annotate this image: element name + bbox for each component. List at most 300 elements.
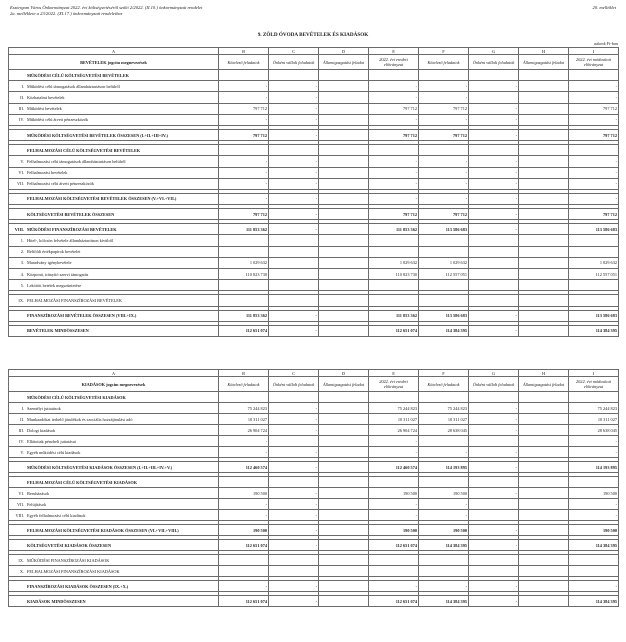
value-cell: 112 460 574 (219, 462, 269, 473)
value-cell: 797 712 (419, 209, 469, 220)
value-cell (569, 477, 619, 488)
value-cell: - (419, 114, 469, 125)
value-cell: - (219, 92, 269, 103)
value-cell (519, 129, 569, 140)
column-header: Kötelező feladatok (419, 55, 469, 70)
value-cell (319, 425, 369, 436)
row-name: Működési célú támogatások államháztartáson belülről (27, 83, 120, 89)
table-row (9, 81, 619, 92)
value-cell: - (419, 447, 469, 458)
value-cell (519, 447, 569, 458)
value-cell: - (469, 540, 519, 551)
row-code: VIII. (14, 226, 24, 232)
value-cell: - (269, 525, 319, 536)
value-cell: 190 500 (419, 525, 469, 536)
value-cell (569, 392, 619, 403)
value-cell: - (469, 403, 519, 414)
row-code: I. (21, 83, 24, 89)
value-cell: - (369, 447, 419, 458)
value-cell: 112 651 074 (219, 596, 269, 607)
row-name: Hitel-, kölcsön felvétele államháztartáson kívülről (27, 238, 114, 244)
table-row (9, 114, 619, 125)
value-cell (369, 566, 419, 577)
column-header: Önként vállalt feladatok (469, 55, 519, 70)
column-header: Önként vállalt feladatok (469, 377, 519, 392)
value-cell (519, 325, 569, 336)
value-cell (469, 235, 519, 246)
value-cell: - (469, 325, 519, 336)
row-name: FELHALMOZÁSI CÉLÚ KÖLTSÉGVETÉSI BEVÉTELEK (27, 147, 141, 153)
value-cell (519, 403, 569, 414)
column-letter: I (569, 48, 619, 55)
row-code: IV. (18, 438, 24, 444)
column-letters-row (9, 48, 619, 55)
value-cell (419, 235, 469, 246)
value-cell (469, 269, 519, 280)
value-cell (319, 325, 369, 336)
value-cell (569, 566, 619, 577)
row-name: BEVÉTELEK MINDÖSSZESEN (27, 328, 89, 334)
row-code: X. (19, 568, 24, 574)
column-header: 2022. évi módosított előirányzat (569, 377, 619, 392)
value-cell: - (369, 156, 419, 167)
value-cell (319, 510, 369, 521)
revenue-table (8, 47, 619, 337)
section-row (9, 392, 619, 403)
value-cell (319, 436, 369, 447)
value-cell (319, 246, 369, 257)
value-cell (519, 178, 569, 189)
value-cell: - (269, 325, 319, 336)
row-label (9, 103, 219, 114)
value-cell: 110 823 730 (219, 269, 269, 280)
value-cell: - (469, 156, 519, 167)
row-label (9, 414, 219, 425)
column-header: Kötelező feladatok (219, 377, 269, 392)
value-cell (269, 477, 319, 488)
value-cell (219, 477, 269, 488)
column-letter: G (469, 370, 519, 377)
table-row (9, 436, 619, 447)
value-cell: 797 712 (219, 209, 269, 220)
row-name: Munkaadókat terhelő járulékok és szociális hozzájárulási adó (27, 416, 133, 422)
value-cell (519, 92, 569, 103)
column-header: Önként vállalt feladatok (269, 377, 319, 392)
value-cell (319, 114, 369, 125)
value-cell: 190 500 (369, 488, 419, 499)
value-cell (369, 280, 419, 291)
value-cell: 797 712 (419, 129, 469, 140)
value-cell: - (269, 114, 319, 125)
row-code: 5. (20, 282, 24, 288)
table-row (9, 566, 619, 577)
row-label (9, 310, 219, 321)
table-row (9, 246, 619, 257)
value-cell: - (469, 224, 519, 235)
row-name: MŰKÖDÉSI CÉLÚ KÖLTSÉGVETÉSI KIADÁSOK (27, 394, 126, 400)
value-cell: 112 651 074 (369, 325, 419, 336)
value-cell: 1 029 632 (569, 257, 619, 268)
row-label (9, 156, 219, 167)
value-cell: 797 712 (369, 129, 419, 140)
row-code: IX. (18, 557, 24, 563)
value-cell (319, 224, 369, 235)
value-cell: - (269, 510, 319, 521)
table-row (9, 295, 619, 306)
value-cell (219, 235, 269, 246)
value-cell: 797 712 (219, 129, 269, 140)
value-cell: - (269, 488, 319, 499)
value-cell (469, 145, 519, 156)
value-cell: - (469, 425, 519, 436)
value-cell (519, 477, 569, 488)
value-cell (369, 235, 419, 246)
value-cell (319, 269, 369, 280)
value-cell: 190 500 (569, 525, 619, 536)
table-row (9, 447, 619, 458)
row-name: FELHALMOZÁSI FINANSZÍROZÁSI BEVÉTELEK (27, 297, 123, 303)
row-label (9, 178, 219, 189)
value-cell (319, 581, 369, 592)
value-cell (519, 310, 569, 321)
value-cell (469, 499, 519, 510)
table-row (9, 403, 619, 414)
column-header: Kötelező feladatok (419, 377, 469, 392)
value-cell (519, 167, 569, 178)
table-row (9, 257, 619, 268)
value-cell: 114 384 395 (569, 540, 619, 551)
value-cell (519, 525, 569, 536)
value-cell (519, 462, 569, 473)
value-cell: - (219, 447, 269, 458)
value-cell: - (369, 581, 419, 592)
value-cell (319, 295, 369, 306)
value-cell: - (219, 510, 269, 521)
value-cell: - (419, 581, 469, 592)
value-cell (569, 145, 619, 156)
row-label (9, 488, 219, 499)
value-cell: - (369, 193, 419, 204)
column-header: Államigazgatási feladat (519, 377, 569, 392)
value-cell (369, 392, 419, 403)
value-cell: - (269, 499, 319, 510)
row-name: MŰKÖDÉSI FINANSZÍROZÁSI KIADÁSOK (27, 557, 110, 563)
total-row (9, 462, 619, 473)
table-row (9, 280, 619, 291)
value-cell: - (369, 92, 419, 103)
value-cell: - (469, 310, 519, 321)
column-header: BEVÉTELEK jogcím megnevezések (9, 55, 219, 70)
value-cell (419, 70, 469, 81)
row-name: KÖLTSÉGVETÉSI KIADÁSOK ÖSSZESEN (27, 542, 112, 548)
value-cell: - (469, 447, 519, 458)
value-cell (519, 81, 569, 92)
value-cell (469, 257, 519, 268)
row-label (9, 596, 219, 607)
value-cell: - (269, 103, 319, 114)
value-cell (419, 566, 469, 577)
value-cell: 797 712 (569, 209, 619, 220)
value-cell: - (419, 167, 469, 178)
value-cell: 28 638 045 (419, 425, 469, 436)
row-label (9, 510, 219, 521)
row-name: Egyéb működési célú kiadások (27, 449, 81, 455)
value-cell: 75 244 823 (369, 403, 419, 414)
table-row (9, 167, 619, 178)
value-cell: - (469, 129, 519, 140)
row-code: III. (18, 106, 24, 112)
row-name: Közhatalmi bevételek (27, 94, 65, 100)
value-cell (419, 145, 469, 156)
value-cell: - (469, 414, 519, 425)
value-cell: - (469, 178, 519, 189)
row-code: 4. (20, 271, 24, 277)
value-cell (469, 392, 519, 403)
value-cell (469, 477, 519, 488)
value-cell: - (369, 81, 419, 92)
value-cell: 1 029 632 (219, 257, 269, 268)
value-cell: - (369, 167, 419, 178)
total-row (9, 596, 619, 607)
value-cell: - (419, 193, 469, 204)
value-cell (519, 145, 569, 156)
value-cell: 112 460 574 (369, 462, 419, 473)
value-cell: - (469, 209, 519, 220)
value-cell (419, 436, 469, 447)
value-cell: - (419, 81, 469, 92)
row-name: KIADÁSOK MINDÖSSZESEN (27, 598, 86, 604)
column-headers-row (9, 377, 619, 392)
row-name: FELHALMOZÁSI CÉLÚ KÖLTSÉGVETÉSI KIADÁSOK (27, 479, 138, 485)
value-cell: 112 651 074 (219, 540, 269, 551)
row-label (9, 566, 219, 577)
column-header: Önként vállalt feladatok (269, 55, 319, 70)
section-row (9, 477, 619, 488)
value-cell (519, 488, 569, 499)
value-cell: - (219, 167, 269, 178)
value-cell (319, 566, 369, 577)
value-cell: 114 193 895 (419, 462, 469, 473)
value-cell: 797 712 (569, 129, 619, 140)
value-cell (519, 224, 569, 235)
value-cell: 113 586 683 (419, 310, 469, 321)
value-cell (269, 145, 319, 156)
table-row (9, 499, 619, 510)
value-cell (219, 70, 269, 81)
table-row (9, 156, 619, 167)
row-name: Személyi juttatások (27, 405, 61, 411)
unit-label: adatok Ft-ban (594, 41, 618, 46)
value-cell: 113 586 683 (569, 310, 619, 321)
value-cell: - (269, 209, 319, 220)
value-cell: - (469, 581, 519, 592)
row-name: FELHALMOZÁSI KÖLTSÉGVETÉSI KIADÁSOK ÖSSZESEN (VI.+VII.+VIII.) (27, 527, 179, 533)
value-cell: - (219, 114, 269, 125)
column-letter: B (219, 370, 269, 377)
total-row (9, 129, 619, 140)
row-name: Felhalmozási célú átvett pénzeszközök (27, 181, 94, 187)
value-cell: - (419, 156, 469, 167)
value-cell (219, 280, 269, 291)
section-row (9, 145, 619, 156)
row-code: VIII. (15, 512, 24, 518)
value-cell: 10 311 027 (369, 414, 419, 425)
value-cell: - (469, 81, 519, 92)
total-row (9, 581, 619, 592)
value-cell: - (219, 156, 269, 167)
value-cell: 110 823 730 (369, 269, 419, 280)
value-cell: - (269, 156, 319, 167)
value-cell (419, 280, 469, 291)
row-name: Belföldi értékpapírok bevételei (27, 249, 81, 255)
column-letter: A (9, 370, 219, 377)
value-cell: - (569, 156, 619, 167)
value-cell: 797 712 (419, 103, 469, 114)
column-letter: H (519, 48, 569, 55)
value-cell (269, 246, 319, 257)
value-cell: - (569, 167, 619, 178)
value-cell: - (269, 414, 319, 425)
value-cell (519, 581, 569, 592)
value-cell (519, 156, 569, 167)
value-cell (519, 257, 569, 268)
value-cell (319, 129, 369, 140)
value-cell: 190 500 (219, 488, 269, 499)
value-cell: - (269, 178, 319, 189)
value-cell: - (569, 510, 619, 521)
value-cell: - (269, 92, 319, 103)
value-cell: - (469, 114, 519, 125)
value-cell (519, 280, 569, 291)
value-cell: - (269, 462, 319, 473)
row-label (9, 462, 219, 473)
value-cell: 26 904 724 (369, 425, 419, 436)
row-name: Felújítások (27, 501, 47, 507)
table-row (9, 235, 619, 246)
value-cell: - (269, 129, 319, 140)
row-code: 3. (20, 260, 24, 266)
value-cell (469, 436, 519, 447)
row-code: 1. (20, 238, 24, 244)
value-cell (319, 81, 369, 92)
value-cell: 75 244 823 (419, 403, 469, 414)
row-label (9, 295, 219, 306)
value-cell: 112 651 074 (219, 325, 269, 336)
value-cell: 10 311 027 (219, 414, 269, 425)
value-cell (319, 280, 369, 291)
value-cell (519, 103, 569, 114)
value-cell (419, 392, 469, 403)
total-row (9, 325, 619, 336)
value-cell (319, 555, 369, 566)
column-header: 2022. évi eredeti előirányzat (369, 55, 419, 70)
value-cell (269, 566, 319, 577)
value-cell: - (269, 167, 319, 178)
row-code: IV. (18, 117, 24, 123)
value-cell (469, 295, 519, 306)
value-cell (369, 145, 419, 156)
row-code: V. (20, 449, 24, 455)
value-cell: - (569, 114, 619, 125)
value-cell: - (569, 178, 619, 189)
value-cell: - (269, 310, 319, 321)
row-code: II. (20, 416, 24, 422)
value-cell: 1 029 632 (369, 257, 419, 268)
value-cell (369, 70, 419, 81)
row-label (9, 246, 219, 257)
value-cell (469, 70, 519, 81)
value-cell: - (469, 193, 519, 204)
value-cell: 114 384 395 (419, 325, 469, 336)
header-line-1: Esztergom Város Önkormányzat 2022. évi költségvetéséről szóló 2/2022. (II.10.) önkormányzati rendelet (10, 5, 203, 10)
row-name: Működési célú átvett pénzeszközök (27, 117, 89, 123)
row-label (9, 499, 219, 510)
value-cell (319, 596, 369, 607)
value-cell: - (569, 81, 619, 92)
value-cell (419, 555, 469, 566)
value-cell (419, 295, 469, 306)
value-cell: - (269, 581, 319, 592)
row-code: VI. (18, 490, 24, 496)
table-row (9, 425, 619, 436)
row-label (9, 447, 219, 458)
value-cell: 113 586 683 (419, 224, 469, 235)
column-letter: C (269, 370, 319, 377)
value-cell: - (569, 581, 619, 592)
row-name: MŰKÖDÉSI KÖLTSÉGVETÉSI BEVÉTELEK ÖSSZESEN (I.+II.+III+IV.) (27, 132, 168, 138)
table-row (9, 414, 619, 425)
value-cell: 190 500 (369, 525, 419, 536)
column-header: Kötelező feladatok (219, 55, 269, 70)
row-label (9, 145, 219, 156)
table-row (9, 92, 619, 103)
column-header: KIADÁSOK jogcím megnevezések (9, 377, 219, 392)
value-cell (219, 566, 269, 577)
value-cell: - (269, 81, 319, 92)
value-cell (269, 295, 319, 306)
column-letter: G (469, 48, 519, 55)
row-label (9, 525, 219, 536)
value-cell: - (269, 540, 319, 551)
value-cell: - (569, 447, 619, 458)
value-cell (469, 555, 519, 566)
value-cell (319, 447, 369, 458)
value-cell (319, 103, 369, 114)
value-cell (269, 555, 319, 566)
table-row (9, 103, 619, 114)
value-cell (319, 235, 369, 246)
value-cell: - (219, 81, 269, 92)
value-cell: - (269, 224, 319, 235)
column-letters-row (9, 370, 619, 377)
value-cell: - (469, 103, 519, 114)
header-line-2: 2a. melléklete a 23/2022. (XI.17.) önkormányzati rendelethez (10, 11, 123, 16)
value-cell (319, 525, 369, 536)
value-cell: - (369, 510, 419, 521)
value-cell (519, 510, 569, 521)
value-cell (319, 499, 369, 510)
row-label (9, 540, 219, 551)
value-cell (269, 436, 319, 447)
value-cell (519, 436, 569, 447)
row-name: Felhalmozási bevételek (27, 170, 68, 176)
value-cell: - (569, 436, 619, 447)
value-cell (319, 540, 369, 551)
column-letter: F (419, 48, 469, 55)
row-name: Központi, irányító szervi támogatás (27, 271, 89, 277)
value-cell (319, 488, 369, 499)
row-name: Működési bevételek (27, 106, 62, 112)
